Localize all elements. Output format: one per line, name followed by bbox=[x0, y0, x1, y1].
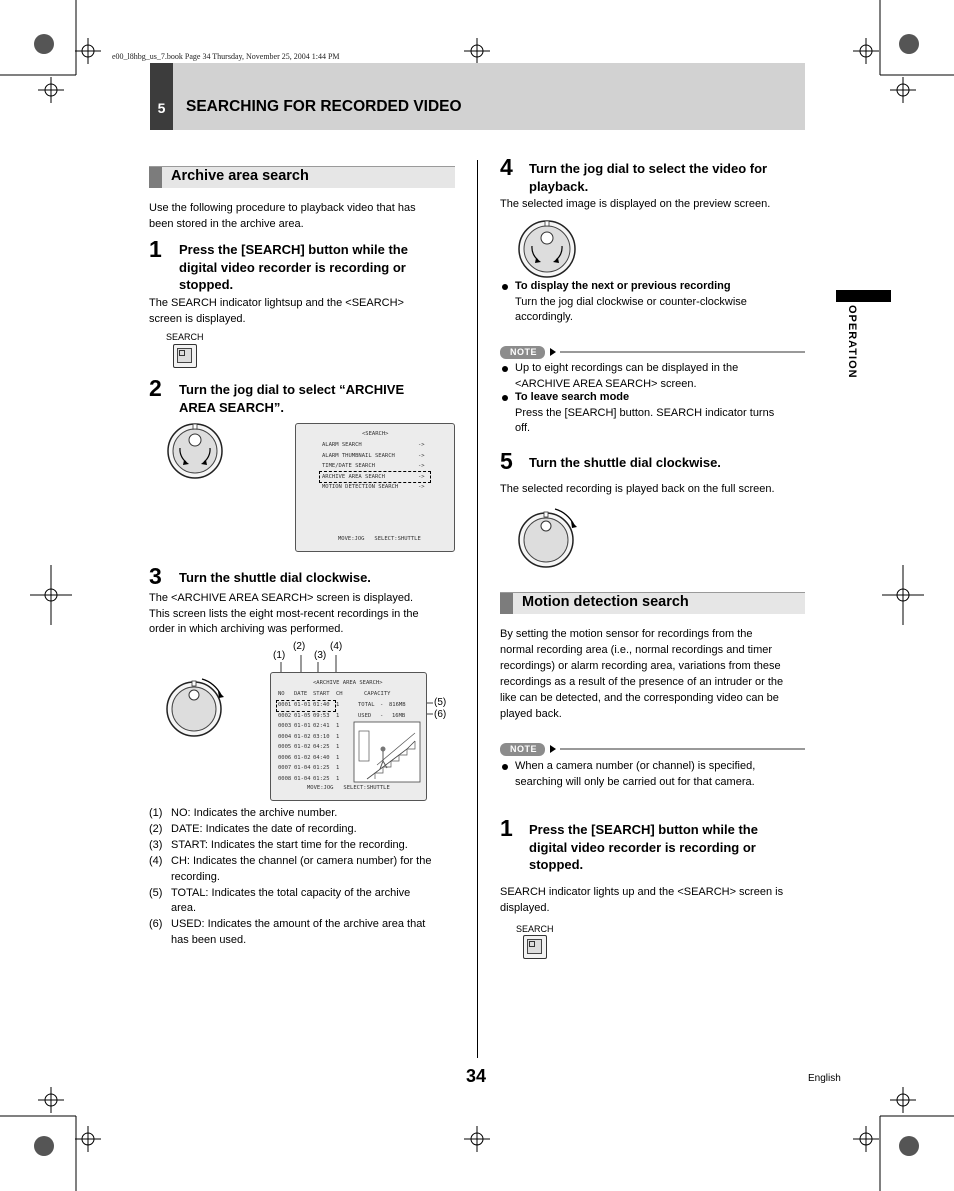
page-number: 34 bbox=[466, 1066, 487, 1086]
legend-text: TOTAL: Indicates the total capacity of the archive bbox=[171, 886, 411, 899]
note-arrow-icon bbox=[550, 745, 556, 753]
note-label: NOTE bbox=[510, 744, 538, 754]
archive-legend bbox=[149, 806, 459, 949]
menu-item: TIME/DATE SEARCH bbox=[322, 463, 375, 469]
total-sep: - bbox=[380, 702, 384, 708]
text-line: played back. bbox=[500, 708, 562, 720]
text-line: Press the [SEARCH] button while the bbox=[179, 242, 408, 257]
step-title: Turn the shuttle dial clockwise. bbox=[179, 570, 371, 585]
col-header-no: NO bbox=[278, 691, 285, 697]
text-line: order in which archiving was performed. bbox=[149, 623, 344, 635]
chapter-header bbox=[150, 63, 805, 130]
menu-arrow: -> bbox=[418, 452, 425, 459]
legend-number: (2) bbox=[149, 823, 163, 835]
archive-cell: 01-01 bbox=[294, 702, 311, 708]
legend-number: (6) bbox=[149, 918, 163, 930]
archive-cell: 1 bbox=[336, 775, 340, 782]
step-body bbox=[500, 885, 783, 916]
col-header-date: DATE bbox=[294, 691, 308, 697]
col-header-start: START bbox=[313, 691, 330, 697]
archive-cell: 09:53 bbox=[313, 712, 330, 719]
archive-search-screen bbox=[270, 672, 427, 801]
note-label: NOTE bbox=[510, 347, 538, 357]
callout-5: (5) bbox=[434, 697, 447, 708]
staircase-illustration bbox=[353, 721, 421, 783]
text-line: stopped. bbox=[179, 277, 234, 292]
side-tab-label: OPERATION bbox=[846, 305, 858, 379]
search-button-label: SEARCH bbox=[166, 332, 204, 342]
shuttle-dial-icon bbox=[515, 505, 579, 569]
archive-cell: 0004 bbox=[278, 733, 292, 740]
archive-cell: 01:25 bbox=[313, 775, 330, 782]
search-button-icon bbox=[523, 935, 547, 959]
archive-cell: 1 bbox=[336, 733, 340, 740]
used-label: USED bbox=[358, 713, 372, 719]
col-header-ch: CH bbox=[336, 691, 343, 697]
archive-cell: 02:41 bbox=[313, 723, 330, 729]
bullet-title: To leave search mode bbox=[515, 391, 630, 403]
step-number: 2 bbox=[149, 375, 162, 401]
text-line: This screen lists the eight most-recent recordings in the bbox=[149, 607, 419, 620]
step-body bbox=[149, 591, 419, 638]
total-label: TOTAL bbox=[358, 702, 375, 708]
text-line: been stored in the archive area. bbox=[149, 217, 304, 230]
note-rule bbox=[560, 748, 805, 750]
legend-text: recording. bbox=[171, 870, 220, 883]
legend-item bbox=[149, 854, 459, 885]
archive-cell: 0001 bbox=[278, 702, 292, 708]
archive-cell: 1 bbox=[336, 754, 340, 761]
menu-arrow: -> bbox=[418, 473, 425, 480]
search-menu-screen bbox=[295, 423, 455, 552]
text-line: digital video recorder is recording or bbox=[529, 839, 756, 855]
chapter-number-box bbox=[150, 63, 173, 130]
legend-text: NO: Indicates the archive number. bbox=[171, 807, 338, 819]
section-header-motion bbox=[500, 592, 805, 614]
jog-dial-icon bbox=[166, 422, 224, 480]
section-title: Motion detection search bbox=[522, 594, 689, 610]
legend-item bbox=[149, 917, 459, 948]
archive-cell: 1 bbox=[336, 712, 340, 719]
callout-1: (1) bbox=[273, 650, 286, 661]
archive-cell: 01-02 bbox=[294, 744, 311, 750]
archive-intro bbox=[149, 201, 416, 232]
legend-item bbox=[149, 886, 459, 917]
legend-text: CH: Indicates the channel (or camera number) for the bbox=[171, 855, 432, 867]
callout-4: (4) bbox=[330, 641, 343, 652]
note-rule bbox=[560, 351, 805, 353]
text-line: like can be detected, and the corresponding video can be bbox=[500, 692, 779, 704]
total-value: 816MB bbox=[389, 702, 406, 708]
archive-cell: 01-04 bbox=[294, 775, 311, 782]
text-line: searching will only be carried out for that camera. bbox=[515, 775, 755, 788]
legend-number: (1) bbox=[149, 807, 163, 819]
text-line: AREA SEARCH”. bbox=[179, 399, 284, 415]
text-line: Press the [SEARCH] button. SEARCH indicator turns bbox=[515, 406, 775, 419]
book-info-line: e00_l8hbg_us_7.book Page 34 Thursday, November 25, 2004 1:44 PM bbox=[112, 52, 340, 61]
text-line: SEARCH indicator lights up and the <SEARCH> screen is bbox=[500, 886, 784, 898]
screen-title: <ARCHIVE AREA SEARCH> bbox=[313, 680, 383, 686]
text-line: normal recording area (i.e., normal recordings and timer bbox=[500, 644, 773, 656]
menu-item-selected: ARCHIVE AREA SEARCH bbox=[322, 473, 385, 480]
callout-3: (3) bbox=[314, 650, 327, 661]
text-line: off. bbox=[515, 422, 531, 434]
text-line: displayed. bbox=[500, 901, 550, 914]
text-line: recordings as a result of the presence of an intruder or the bbox=[500, 676, 784, 688]
text-line: Use the following procedure to playback video that has bbox=[149, 202, 416, 214]
archive-cell: 1 bbox=[336, 744, 340, 750]
text-line: <ARCHIVE AREA SEARCH> screen. bbox=[515, 377, 697, 390]
archive-cell: 0003 bbox=[278, 723, 292, 729]
legend-item bbox=[149, 838, 459, 854]
text-line: Press the [SEARCH] button while the bbox=[529, 822, 758, 837]
archive-cell: 1 bbox=[336, 702, 340, 708]
legend-text: area. bbox=[171, 902, 197, 914]
archive-cell: 0005 bbox=[278, 744, 292, 750]
archive-cell: 01-04 bbox=[294, 765, 311, 771]
used-sep: - bbox=[380, 713, 384, 719]
screen-footer: MOVE:JOG SELECT:SHUTTLE bbox=[338, 536, 421, 542]
text-line: The SEARCH indicator lightsup and the <SEARCH> bbox=[149, 297, 404, 309]
step-body bbox=[149, 296, 404, 327]
section-marker bbox=[149, 167, 162, 188]
note-arrow-icon bbox=[550, 348, 556, 356]
screen-title: <SEARCH> bbox=[362, 431, 389, 437]
column-divider bbox=[477, 160, 478, 1058]
bullet-title: To display the next or previous recording bbox=[515, 280, 731, 292]
capacity-label: CAPACITY bbox=[364, 691, 391, 697]
text-line: By setting the motion sensor for recordings from the bbox=[500, 628, 753, 640]
text-line: The <ARCHIVE AREA SEARCH> screen is displayed. bbox=[149, 592, 414, 604]
archive-cell: 1 bbox=[336, 765, 340, 771]
archive-cell: 01:25 bbox=[313, 765, 330, 771]
search-button-label: SEARCH bbox=[516, 924, 554, 934]
text-line: screen is displayed. bbox=[149, 312, 246, 325]
step-number: 1 bbox=[149, 236, 162, 262]
chapter-number: 5 bbox=[157, 100, 166, 116]
motion-intro bbox=[500, 626, 783, 722]
archive-cell: 0007 bbox=[278, 765, 292, 771]
step-number: 1 bbox=[500, 815, 513, 841]
chapter-title: SEARCHING FOR RECORDED VIDEO bbox=[186, 98, 462, 115]
bullet-next-previous bbox=[500, 279, 747, 326]
step-title: Turn the shuttle dial clockwise. bbox=[529, 455, 721, 470]
footer-language: English bbox=[808, 1073, 841, 1084]
text-line: playback. bbox=[529, 178, 589, 194]
archive-cell: 01-02 bbox=[294, 754, 311, 761]
shuttle-dial-icon bbox=[164, 675, 228, 739]
text-line: Up to eight recordings can be displayed in the bbox=[515, 362, 739, 374]
archive-cell: 1 bbox=[336, 723, 340, 729]
legend-number: (5) bbox=[149, 886, 163, 899]
section-header-archive bbox=[149, 166, 455, 188]
step-number: 4 bbox=[500, 154, 513, 180]
archive-cell: 01-01 bbox=[294, 723, 311, 729]
archive-cell: 01:40 bbox=[313, 702, 330, 708]
step-body: The selected recording is played back on the full screen. bbox=[500, 483, 775, 495]
jog-dial-icon bbox=[517, 219, 577, 279]
text-line: recordings) or alarm recording area, variations from these bbox=[500, 660, 781, 672]
archive-cell: 0002 bbox=[278, 712, 292, 719]
section-title: Archive area search bbox=[171, 168, 309, 184]
legend-text: has been used. bbox=[171, 933, 247, 946]
note-badge bbox=[500, 346, 545, 359]
text-line: accordingly. bbox=[515, 311, 573, 323]
legend-text: USED: Indicates the amount of the archive area that bbox=[171, 918, 426, 930]
legend-number: (3) bbox=[149, 839, 163, 851]
screen-footer: MOVE:JOG SELECT:SHUTTLE bbox=[307, 785, 390, 791]
menu-arrow: -> bbox=[418, 442, 425, 448]
callout-6: (6) bbox=[434, 709, 447, 720]
bullet-dot bbox=[502, 764, 508, 770]
step-body: The selected image is displayed on the preview screen. bbox=[500, 198, 771, 210]
archive-cell: 01-05 bbox=[294, 712, 311, 719]
step-number: 3 bbox=[149, 563, 162, 589]
note-badge bbox=[500, 743, 545, 756]
legend-item bbox=[149, 822, 459, 838]
side-tab-bar bbox=[836, 290, 891, 302]
step-title bbox=[179, 241, 408, 294]
text-line: Turn the jog dial to select “ARCHIVE bbox=[179, 382, 405, 397]
menu-item: MOTION DETECTION SEARCH bbox=[322, 484, 399, 490]
archive-cell: 0008 bbox=[278, 775, 292, 782]
section-marker bbox=[500, 593, 513, 614]
step-title bbox=[529, 160, 767, 195]
menu-arrow: -> bbox=[418, 463, 425, 469]
note-item bbox=[500, 759, 755, 790]
legend-number: (4) bbox=[149, 855, 163, 867]
archive-cell: 04:25 bbox=[313, 744, 330, 750]
archive-cell: 04:40 bbox=[313, 754, 330, 761]
text-line: Turn the jog dial clockwise or counter-clockwise bbox=[515, 295, 747, 308]
legend-text: DATE: Indicates the date of recording. bbox=[171, 823, 357, 835]
bullet-dot bbox=[502, 284, 508, 290]
bullet-dot bbox=[502, 366, 508, 372]
note-item bbox=[500, 361, 738, 392]
text-line: When a camera number (or channel) is specified, bbox=[515, 760, 756, 772]
text-line: digital video recorder is recording or bbox=[179, 259, 406, 275]
search-button-icon bbox=[173, 344, 197, 368]
step-title bbox=[179, 381, 404, 416]
step-title bbox=[529, 821, 758, 874]
used-value: 16MB bbox=[392, 713, 406, 719]
text-line: Turn the jog dial to select the video for bbox=[529, 161, 768, 176]
step-number: 5 bbox=[500, 448, 513, 474]
archive-cell: 0006 bbox=[278, 754, 292, 761]
archive-cell: 01-02 bbox=[294, 733, 311, 740]
archive-cell: 03:10 bbox=[313, 733, 330, 740]
menu-item: ALARM SEARCH bbox=[322, 442, 362, 448]
legend-text: START: Indicates the start time for the recording. bbox=[171, 839, 408, 851]
legend-item bbox=[149, 806, 459, 822]
menu-arrow: -> bbox=[418, 484, 425, 490]
text-line: stopped. bbox=[529, 857, 584, 872]
bullet-leave-search bbox=[500, 390, 774, 437]
callout-2: (2) bbox=[293, 641, 306, 652]
bullet-dot bbox=[502, 395, 508, 401]
menu-item: ALARM THUMBNAIL SEARCH bbox=[322, 452, 395, 459]
